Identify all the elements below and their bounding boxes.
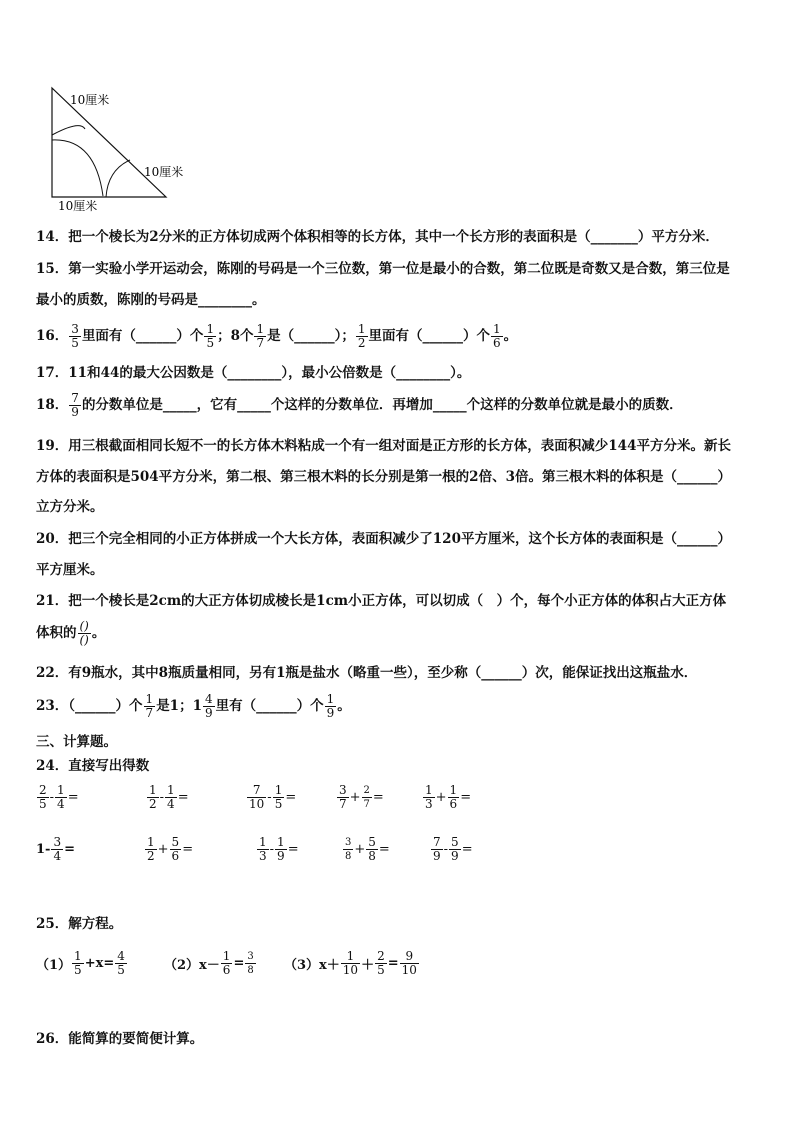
fraction: $\frac{1}{2}$ (357, 322, 366, 350)
question-19-line2: 方体的表面积是504平方分米，第二根、第三根木料的长分别是第一根的2倍、3倍。第三根木料的体积是（______） (36, 469, 731, 485)
question-16: 16． $\frac{3}{5}$ 里面有（______）个 $\frac{1}{5}$ ；8个 $\frac{1}{7}$ 是（______）； $\frac{1}{2}$ 里面有（______）个 $\frac{1}{6}$ 。 (36, 322, 518, 350)
calc-item: $\frac{1}{2}$ + $\frac{5}{6}$ = (147, 835, 194, 863)
fraction: $\frac{3}{7}$ (339, 783, 347, 811)
fraction: $\frac{2}{5}$ (39, 783, 47, 811)
fraction: $\frac{1}{5}$ (274, 783, 283, 811)
fraction: $\frac{2}{5}$ (377, 949, 385, 977)
fraction: $\frac{3}{8}$ (345, 837, 352, 862)
calc-item: $\frac{3}{8}$ + $\frac{5}{8}$ = (345, 835, 390, 863)
fraction: $\frac{1}{7}$ (145, 692, 154, 720)
fraction: $\frac{1}{5}$ (206, 322, 215, 350)
fraction: $\frac{9}{10}$ (401, 949, 417, 977)
section-3-heading: 三、计算题。 (36, 734, 117, 750)
fraction: $\frac{1}{2}$ (149, 783, 157, 811)
fraction: $\frac{1}{3}$ (259, 835, 267, 863)
calc-item: $\frac{1}{2}$ - $\frac{1}{4}$ = (149, 783, 189, 811)
triangle-figure (40, 80, 240, 215)
fraction: $\frac{4}{5}$ (117, 949, 125, 977)
calc-item: $\frac{1}{3}$ - $\frac{1}{9}$ = (259, 835, 299, 863)
question-22: 22．有9瓶水，其中8瓶质量相同，另有1瓶是盐水（略重一些），至少称（______）次，能保证找出这瓶盐水． (36, 665, 698, 681)
equation-3: （3）x＋ $\frac{1}{10}$ ＋ $\frac{2}{5}$ = $\frac{9}{10}$ (284, 949, 417, 977)
question-20-line2: 平方厘米。 (36, 562, 104, 578)
calc-item: $\frac{7}{10}$ - $\frac{1}{5}$ = (249, 783, 297, 811)
fraction: $\frac{7}{10}$ (249, 783, 265, 811)
label-right: 10厘米 (144, 165, 184, 179)
question-26: 26．能简算的要简便计算。 (36, 1031, 204, 1047)
arc-top (52, 126, 85, 135)
label-top: 10厘米 (70, 93, 110, 107)
question-19-line1: 19．用三根截面相同长短不一的长方体木料粘成一个有一组对面是正方形的长方体，表面积减少144平方分米。新长 (36, 438, 731, 454)
question-18: 18． $\frac{7}{9}$ 的分数单位是_____，它有_____个这样的分数单位．再增加_____个这样的分数单位就是最小的质数． (36, 391, 683, 419)
fraction: $\frac{()}{()}$ (79, 619, 89, 647)
question-25-title: 25．解方程。 (36, 916, 123, 932)
question-24-title: 24．直接写出得数 (36, 758, 150, 774)
question-19-line3: 立方分米。 (36, 499, 104, 515)
fraction: $\frac{1}{6}$ (493, 322, 501, 350)
fraction: $\frac{5}{6}$ (171, 835, 180, 863)
fraction: $\frac{5}{9}$ (451, 835, 459, 863)
calc-item: $\frac{2}{5}$ - $\frac{1}{4}$ = (39, 783, 79, 811)
equation-2: （2）x－ $\frac{1}{6}$ = $\frac{3}{8}$ (164, 949, 254, 977)
question-15-line1: 15．第一实验小学开运动会，陈刚的号码是一个三位数，第一位是最小的合数，第二位既是奇数又是合数，第三位是 (36, 261, 730, 277)
fraction: $\frac{1}{6}$ (449, 783, 458, 811)
fraction: $\frac{3}{4}$ (53, 835, 62, 863)
calc-item: 1- $\frac{3}{4}$ = (36, 835, 75, 863)
fraction: $\frac{1}{7}$ (256, 322, 265, 350)
question-20-line1: 20．把三个完全相同的小正方体拼成一个大长方体，表面积减少了120平方厘米，这个长方体的表面积是（______） (36, 531, 731, 547)
fraction: $\frac{1}{6}$ (222, 949, 231, 977)
arc-right (106, 160, 130, 197)
equation-1: （1） $\frac{1}{5}$ +x= $\frac{4}{5}$ (36, 949, 125, 977)
fraction: $\frac{1}{5}$ (74, 949, 82, 977)
fraction: $\frac{1}{9}$ (277, 835, 285, 863)
question-23: 23．（______）个 $\frac{1}{7}$ 是1；1 $\frac{4}{9}$ 里有（______）个 $\frac{1}{9}$ 。 (36, 692, 351, 720)
question-17: 17．11和44的最大公因数是（________），最小公倍数是（________）。 (36, 365, 471, 381)
arc-middle (52, 140, 103, 196)
fraction: $\frac{1}{4}$ (57, 783, 65, 811)
fraction: $\frac{3}{8}$ (247, 951, 254, 976)
fraction: $\frac{1}{4}$ (167, 783, 175, 811)
calc-item: $\frac{1}{3}$ + $\frac{1}{6}$ = (425, 783, 472, 811)
fraction: $\frac{1}{2}$ (147, 835, 155, 863)
label-bottom: 10厘米 (58, 199, 98, 213)
fraction: $\frac{1}{10}$ (342, 949, 359, 977)
fraction: $\frac{2}{7}$ (363, 785, 370, 810)
question-21-line2: 体积的 $\frac{()}{()}$ 。 (36, 619, 106, 647)
fraction: $\frac{4}{9}$ (204, 692, 213, 720)
question-21-line1: 21．把一个棱长是2cm的大正方体切成棱长是1cm小正方体，可以切成（ ）个，每个小正方体的体积占大正方体 (36, 593, 727, 609)
fraction: $\frac{7}{9}$ (433, 835, 441, 863)
fraction: $\frac{1}{3}$ (425, 783, 433, 811)
fraction: $\frac{1}{9}$ (326, 692, 335, 720)
fraction: $\frac{5}{8}$ (368, 835, 376, 863)
question-15-line2: 最小的质数，陈刚的号码是________。 (36, 292, 266, 308)
fraction: $\frac{7}{9}$ (71, 391, 79, 419)
calc-item: $\frac{7}{9}$ - $\frac{5}{9}$ = (433, 835, 473, 863)
calc-item: $\frac{3}{7}$ + $\frac{2}{7}$ = (339, 783, 384, 811)
question-14: 14．把一个棱长为2分米的正方体切成两个体积相等的长方体，其中一个长方形的表面积是（_______）平方分米． (36, 229, 719, 245)
fraction: $\frac{3}{5}$ (71, 322, 79, 350)
